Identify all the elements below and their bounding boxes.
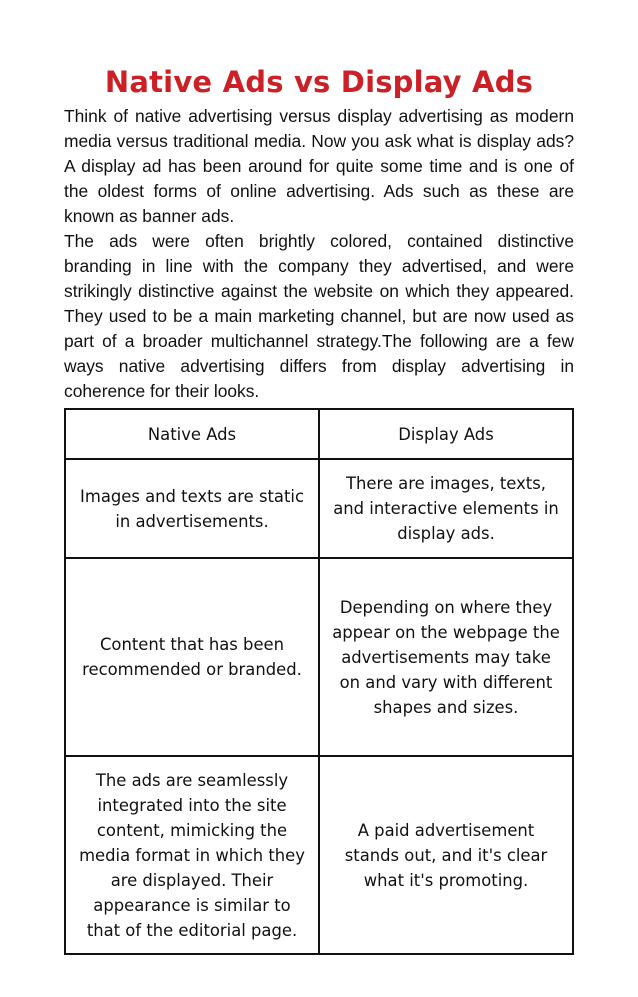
page-title: Native Ads vs Display Ads [104,65,534,99]
table-row [65,558,573,756]
document-page [64,60,574,955]
comparison-table [64,408,574,955]
native-ads-cell: Content that has been recommended or branded. [65,558,319,756]
native-ads-cell: Images and texts are static in advertisements. [65,459,319,558]
header-display-ads: Display Ads [319,409,573,459]
display-ads-cell: Depending on where they appear on the webpage the advertisements may take on and vary with different shapes and sizes. [319,558,573,756]
intro-paragraph: Think of native advertising versus display advertising as modern media versus traditional media. Now you ask what is display ads? A display ad has been around for quite some time and is one of the oldest forms of online advertising. Ads such as these are known as banner ads. [64,106,574,226]
display-ads-cell: There are images, texts, and interactive elements in display ads. [319,459,573,558]
details-paragraph: The ads were often brightly colored, contained distinctive branding in line with the company they advertised, and were strikingly distinctive against the website on which they appeared. They used to be a main marketing channel, but are now used as part of a broader multichannel strategy.The following are a few ways native advertising differs from display advertising in coherence for their looks. [64,231,574,401]
display-ads-cell: A paid advertisement stands out, and it's clear what it's promoting. [319,756,573,954]
table-header-row [65,409,573,459]
table-row [65,756,573,954]
header-native-ads: Native Ads [65,409,319,459]
native-ads-cell: The ads are seamlessly integrated into the site content, mimicking the media format in which they are displayed. Their appearance is similar to that of the editorial page. [65,756,319,954]
table-row [65,459,573,558]
